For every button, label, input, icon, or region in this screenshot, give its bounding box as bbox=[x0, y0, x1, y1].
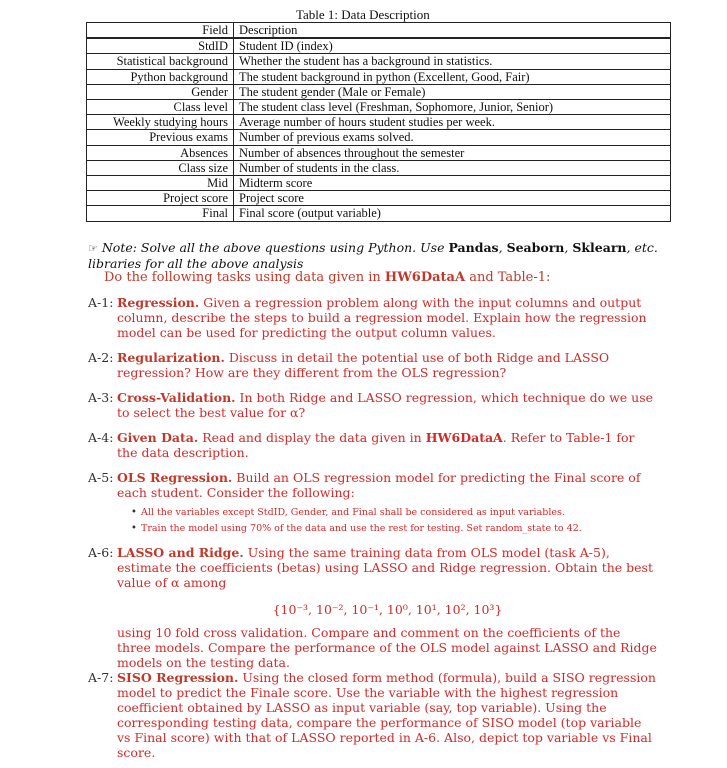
field-cell: Previous exams bbox=[87, 130, 234, 145]
task-a7 bbox=[88, 670, 658, 760]
field-cell: StdID bbox=[87, 38, 234, 54]
intro-prefix: Do the following tasks using data given in bbox=[104, 270, 385, 285]
description-cell: Average number of hours student studies per week. bbox=[234, 115, 671, 130]
list-item bbox=[131, 505, 658, 521]
task-text: Given a regression problem along with the input columns and output column, describe the steps to build a regression model. Explain how the regression model can be used for predicting the output column values. bbox=[117, 295, 647, 340]
task-title: OLS Regression. bbox=[117, 470, 233, 485]
task-a4 bbox=[88, 430, 658, 460]
task-text: Build an OLS regression model for predicting the Final score of each student. Consider the following: bbox=[117, 470, 641, 500]
table-header-row bbox=[87, 23, 671, 39]
bullet-icon: • bbox=[131, 523, 137, 534]
table-row bbox=[87, 176, 671, 191]
intro-suffix: and Table-1: bbox=[465, 270, 551, 285]
task-number: A-4: bbox=[88, 430, 114, 445]
task-text: Read and display the data given in bbox=[202, 430, 426, 445]
field-cell: Final bbox=[87, 206, 234, 221]
task-a5 bbox=[88, 470, 658, 537]
field-cell: Class level bbox=[87, 100, 234, 115]
table-row bbox=[87, 206, 671, 221]
lib-seaborn: Seaborn bbox=[506, 240, 565, 255]
task-title: Regression. bbox=[117, 295, 200, 310]
lib-pandas: Pandas bbox=[448, 240, 499, 255]
table-row bbox=[87, 130, 671, 145]
table-row bbox=[87, 115, 671, 130]
dataset-name: HW6DataA bbox=[425, 430, 503, 445]
bullet-list bbox=[117, 505, 658, 537]
description-cell: Whether the student has a background in statistics. bbox=[234, 54, 671, 69]
header-description: Description bbox=[234, 23, 671, 39]
alpha-set-equation: {10⁻³, 10⁻², 10⁻¹, 10⁰, 10¹, 10², 10³} bbox=[272, 602, 503, 617]
description-cell: Number of previous exams solved. bbox=[234, 130, 671, 145]
description-cell: Project score bbox=[234, 191, 671, 206]
intro-line bbox=[104, 270, 550, 285]
bullet-icon: • bbox=[131, 507, 137, 518]
description-cell: Number of absences throughout the semester bbox=[234, 145, 671, 160]
header-field: Field bbox=[87, 23, 234, 39]
task-a1 bbox=[88, 295, 658, 340]
list-item bbox=[131, 521, 658, 537]
task-title: SISO Regression. bbox=[117, 670, 239, 685]
task-text-continued: using 10 fold cross validation. Compare and comment on the coefficients of the three models. Compare the performance of the OLS model against LASSO and Ridge models on the testing data. bbox=[117, 625, 657, 670]
field-cell: Weekly studying hours bbox=[87, 115, 234, 130]
task-text: . Refer to Table-1 for the data description. bbox=[117, 430, 635, 460]
task-number: A-6: bbox=[88, 545, 114, 560]
task-a6 bbox=[88, 545, 658, 670]
task-text: In both Ridge and LASSO regression, which technique do we use to select the best value for α? bbox=[117, 390, 654, 420]
bullet-text: Train the model using 70% of the data and use the rest for testing. Set random_state to 42. bbox=[141, 523, 582, 534]
field-cell: Absences bbox=[87, 145, 234, 160]
table-row bbox=[87, 160, 671, 175]
description-cell: The student background in python (Excellent, Good, Fair) bbox=[234, 69, 671, 84]
dataset-name: HW6DataA bbox=[384, 270, 466, 285]
note-prefix: Note: Solve all the above questions using Python. Use bbox=[101, 240, 449, 255]
field-cell: Python background bbox=[87, 69, 234, 84]
table-row bbox=[87, 145, 671, 160]
task-a3 bbox=[88, 390, 658, 420]
task-text: Using the same training data from OLS model (task A-5), estimate the coefficients (betas) using LASSO and Ridge regression. Obtain the best value of α among bbox=[117, 545, 653, 590]
description-cell: The student class level (Freshman, Sophomore, Junior, Senior) bbox=[234, 100, 671, 115]
task-number: A-2: bbox=[88, 350, 114, 365]
pointing-hand-icon: ☞ bbox=[88, 242, 98, 255]
table-row bbox=[87, 54, 671, 69]
description-cell: Student ID (index) bbox=[234, 38, 671, 54]
note-suffix: , etc. libraries for all the above analysis bbox=[88, 240, 658, 271]
data-description-table bbox=[86, 22, 671, 222]
task-text: Using the closed form method (formula), build a SISO regression model to predict the Finale score. Use the variable with the highest regression coefficient obtained by LASSO as input variable (say, top variable). Using the corresponding testing data, compare the performance of SISO model (top variable vs Final score) with that of LASSO reported in A-6. Also, depict top variable vs Final score. bbox=[117, 670, 656, 760]
field-cell: Statistical background bbox=[87, 54, 234, 69]
description-cell: The student gender (Male or Female) bbox=[234, 84, 671, 99]
field-cell: Gender bbox=[87, 84, 234, 99]
task-number: A-5: bbox=[88, 470, 114, 485]
table-row bbox=[87, 38, 671, 54]
bullet-text: All the variables except StdID, Gender, and Final shall be considered as input variables. bbox=[141, 507, 565, 518]
task-number: A-1: bbox=[88, 295, 114, 310]
table-row bbox=[87, 84, 671, 99]
task-title: Given Data. bbox=[117, 430, 199, 445]
table-caption: Table 1: Data Description bbox=[296, 7, 430, 22]
table-row bbox=[87, 100, 671, 115]
description-cell: Midterm score bbox=[234, 176, 671, 191]
field-cell: Mid bbox=[87, 176, 234, 191]
task-a2 bbox=[88, 350, 658, 380]
task-title: LASSO and Ridge. bbox=[117, 545, 244, 560]
task-text: Discuss in detail the potential use of both Ridge and LASSO regression? How are they different from the OLS regression? bbox=[117, 350, 610, 380]
description-cell: Number of students in the class. bbox=[234, 160, 671, 175]
task-number: A-3: bbox=[88, 390, 114, 405]
lib-sklearn: Sklearn bbox=[572, 240, 627, 255]
task-number: A-7: bbox=[88, 670, 114, 685]
field-cell: Class size bbox=[87, 160, 234, 175]
description-cell: Final score (output variable) bbox=[234, 206, 671, 221]
field-cell: Project score bbox=[87, 191, 234, 206]
table-row bbox=[87, 69, 671, 84]
task-title: Cross-Validation. bbox=[117, 390, 236, 405]
note-paragraph: ☞ Note: Solve all the above questions using Python. Use Pandas, Seaborn, Sklearn, etc. libraries for all the above analysis bbox=[88, 240, 658, 271]
table-row bbox=[87, 191, 671, 206]
task-title: Regularization. bbox=[117, 350, 225, 365]
